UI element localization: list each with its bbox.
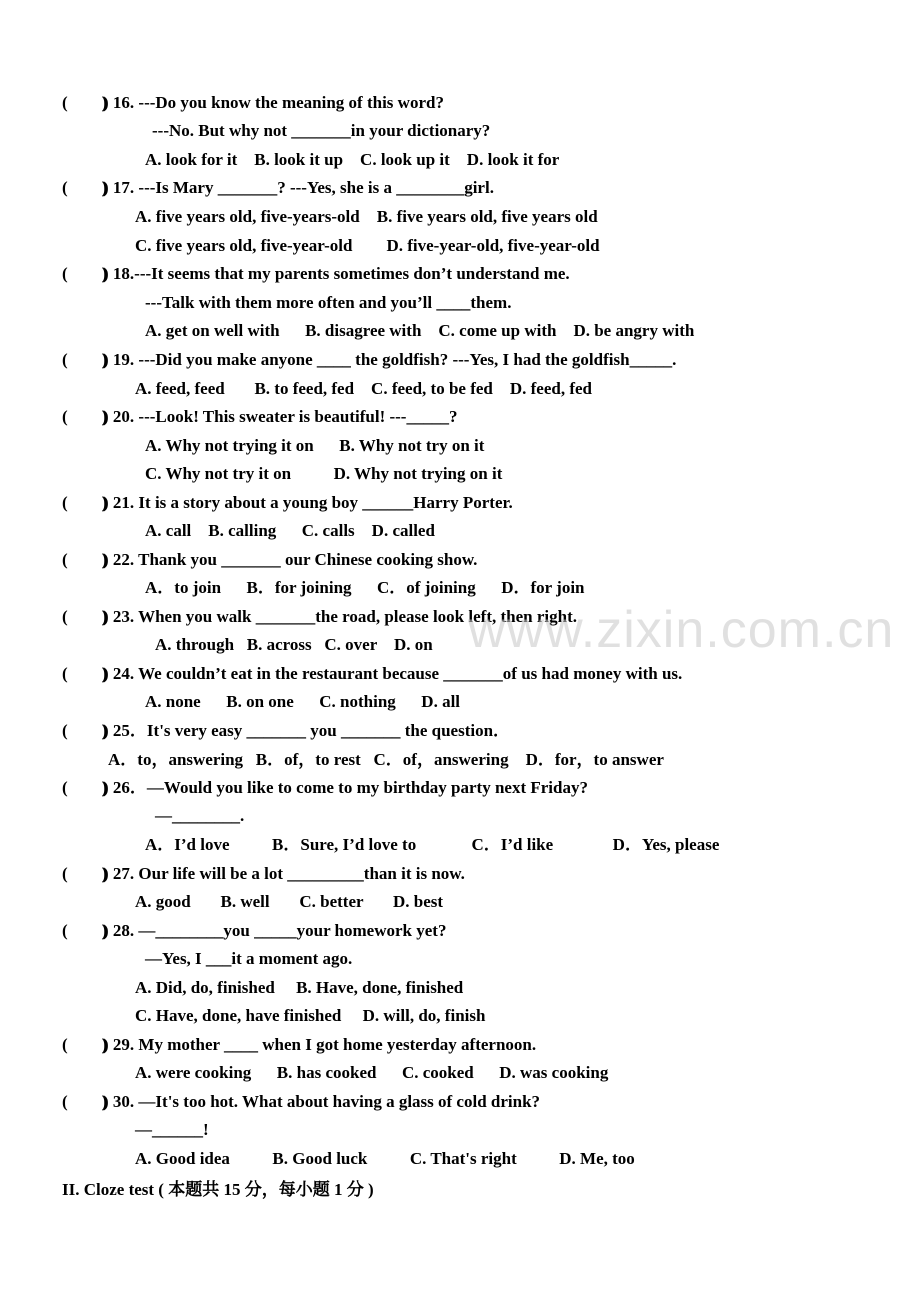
question-24-stem: ) 24. We couldn’t eat in the restaurant because _______of us had money with us. bbox=[103, 664, 683, 683]
question-18-stem: ) 18.---It seems that my parents sometimes don’t understand me. bbox=[103, 264, 570, 283]
answer-blank-23[interactable]: ( ) bbox=[62, 607, 108, 626]
question-22-line-1: A．to join B．for joining C．of joining D．for join bbox=[145, 578, 585, 597]
watermark: www.zixin.com.cn bbox=[468, 601, 895, 659]
question-21-stem: ) 21. It is a story about a young boy ______Harry Porter. bbox=[103, 493, 513, 512]
question-19-stem: ) 19. ---Did you make anyone ____ the goldfish? ---Yes, I had the goldfish_____. bbox=[103, 350, 677, 369]
question-23-line-1: A. through B. across C. over D. on bbox=[155, 635, 433, 654]
question-25-stem: ) 25．It's very easy _______ you _______ the question． bbox=[103, 721, 511, 740]
answer-blank-20[interactable]: ( ) bbox=[62, 407, 108, 426]
answer-blank-22[interactable]: ( ) bbox=[62, 550, 108, 569]
answer-blank-21[interactable]: ( ) bbox=[62, 493, 108, 512]
question-28-line-2: A. Did, do, finished B. Have, done, finished bbox=[135, 978, 464, 997]
question-28-line-3: C. Have, done, have finished D. will, do, finish bbox=[135, 1006, 486, 1025]
question-23-stem: ) 23. When you walk _______the road, please look left, then right. bbox=[103, 607, 577, 626]
question-27-stem: ) 27. Our life will be a lot _________than it is now. bbox=[103, 864, 465, 883]
answer-blank-24[interactable]: ( ) bbox=[62, 664, 108, 683]
question-19-line-1: A. feed, feed B. to feed, fed C. feed, to be fed D. feed, fed bbox=[135, 379, 593, 398]
question-28-stem: ) 28. —________you _____your homework yet? bbox=[103, 921, 447, 940]
question-20-line-1: A. Why not trying it on B. Why not try on it bbox=[145, 436, 485, 455]
question-26-line-1: —________. bbox=[155, 806, 245, 825]
question-30-line-2: A. Good idea B. Good luck C. That's right D. Me, too bbox=[135, 1149, 635, 1168]
question-25-line-1: A．to，answering B．of，to rest C．of，answering D．for，to answer bbox=[108, 750, 664, 769]
answer-blank-18[interactable]: ( ) bbox=[62, 264, 108, 283]
question-20-stem: ) 20. ---Look! This sweater is beautiful! ---_____? bbox=[103, 407, 458, 426]
question-17-line-1: A. five years old, five-years-old B. five years old, five years old bbox=[135, 207, 598, 226]
question-26-line-2: A．I’d love B．Sure, I’d love to C．I’d like D．Yes, please bbox=[145, 835, 720, 854]
question-18-line-1: ---Talk with them more often and you’ll ____them. bbox=[145, 293, 512, 312]
section-heading: II. Cloze test ( 本题共 15 分，每小题 1 分 ) bbox=[62, 1180, 374, 1199]
question-29-stem: ) 29. My mother ____ when I got home yesterday afternoon. bbox=[103, 1035, 537, 1054]
question-16-line-1: ---No. But why not _______in your dictionary? bbox=[152, 121, 491, 140]
answer-blank-16[interactable]: ( ) bbox=[62, 93, 108, 112]
answer-blank-17[interactable]: ( ) bbox=[62, 178, 108, 197]
question-30-stem: ) 30. —It's too hot. What about having a glass of cold drink? bbox=[103, 1092, 541, 1111]
question-20-line-2: C. Why not try it on D. Why not trying on it bbox=[145, 464, 503, 483]
answer-blank-19[interactable]: ( ) bbox=[62, 350, 108, 369]
question-17-stem: ) 17. ---Is Mary _______? ---Yes, she is a ________girl. bbox=[103, 178, 494, 197]
question-30-line-1: —______! bbox=[135, 1120, 209, 1139]
question-24-line-1: A. none B. on one C. nothing D. all bbox=[145, 692, 461, 711]
answer-blank-28[interactable]: ( ) bbox=[62, 921, 108, 940]
answer-blank-30[interactable]: ( ) bbox=[62, 1092, 108, 1111]
question-21-line-1: A. call B. calling C. calls D. called bbox=[145, 521, 435, 540]
question-22-stem: ) 22. Thank you _______ our Chinese cooking show. bbox=[103, 550, 478, 569]
answer-blank-26[interactable]: ( ) bbox=[62, 778, 108, 797]
question-17-line-2: C. five years old, five-year-old D. five-year-old, five-year-old bbox=[135, 236, 600, 255]
question-18-line-2: A. get on well with B. disagree with C. come up with D. be angry with bbox=[145, 321, 695, 340]
question-29-line-1: A. were cooking B. has cooked C. cooked D. was cooking bbox=[135, 1063, 609, 1082]
question-28-line-1: —Yes, I ___it a moment ago. bbox=[145, 949, 353, 968]
answer-blank-27[interactable]: ( ) bbox=[62, 864, 108, 883]
question-26-stem: ) 26．—Would you like to come to my birthday party next Friday? bbox=[103, 778, 588, 797]
question-27-line-1: A. good B. well C. better D. best bbox=[135, 892, 444, 911]
question-16-line-2: A. look for it B. look it up C. look up it D. look it for bbox=[145, 150, 560, 169]
question-16-stem: ) 16. ---Do you know the meaning of this word? bbox=[103, 93, 444, 112]
answer-blank-25[interactable]: ( ) bbox=[62, 721, 108, 740]
answer-blank-29[interactable]: ( ) bbox=[62, 1035, 108, 1054]
